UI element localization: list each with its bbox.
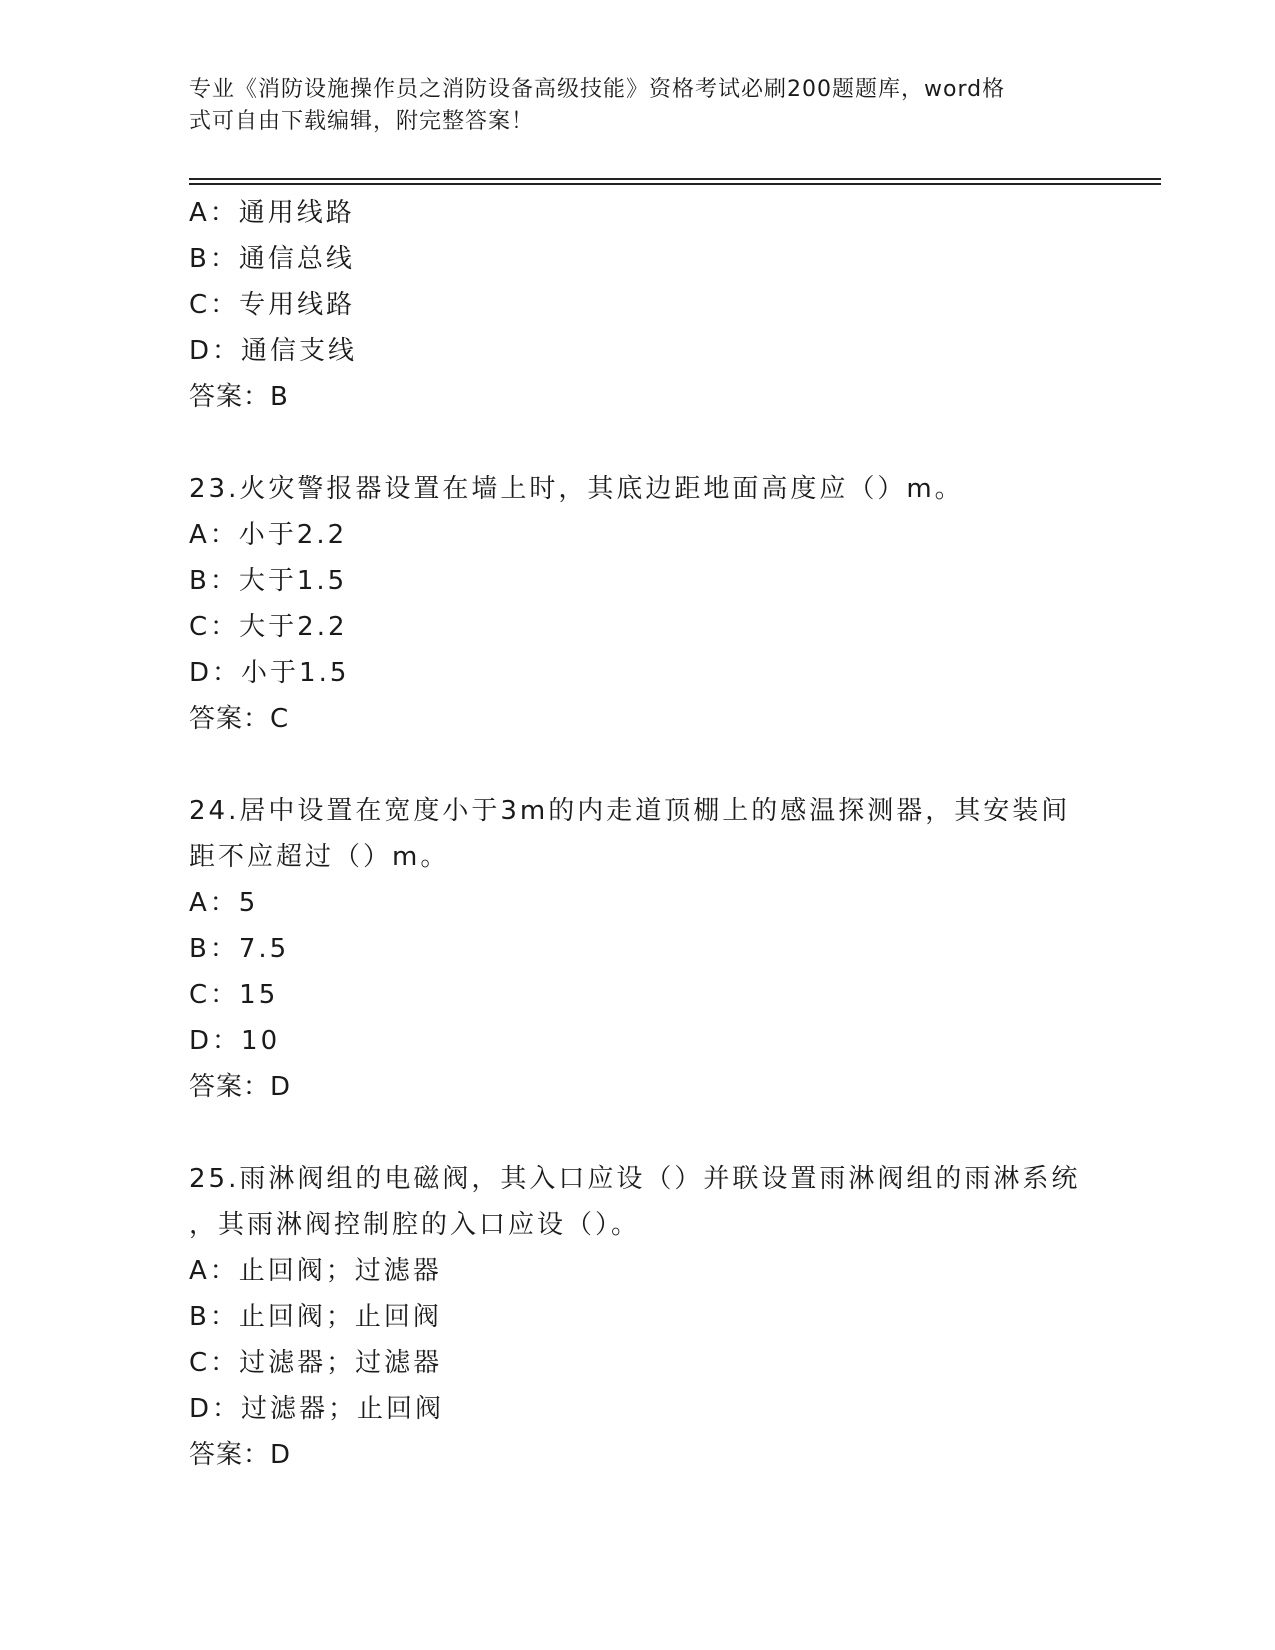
question-stem-line-2: ，其雨淋阀控制腔的入口应设（）。 <box>189 1210 641 1240</box>
option-a: A：小于2.2 <box>189 520 348 550</box>
spacer <box>189 742 1089 788</box>
option-a: A：止回阀；过滤器 <box>189 1256 442 1286</box>
question-stem-line-2: 距不应超过（）m。 <box>189 842 450 872</box>
question-23 <box>189 466 1089 742</box>
option-d: D：过滤器；止回阀 <box>189 1394 445 1424</box>
option-a: A：通用线路 <box>189 198 355 228</box>
header-divider-bottom <box>189 183 1161 185</box>
option-c: C：过滤器；过滤器 <box>189 1348 443 1378</box>
answer-text: 答案：D <box>189 1072 292 1102</box>
option-b: B：通信总线 <box>189 244 355 274</box>
question-list <box>189 190 1089 1478</box>
option-c: C：大于2.2 <box>189 612 348 642</box>
option-d: D：小于1.5 <box>189 658 350 688</box>
header-line-1: 专业《消防设施操作员之消防设备高级技能》资格考试必刷200题题库，word格 <box>189 77 1006 102</box>
option-d: D：通信支线 <box>189 336 358 366</box>
question-25 <box>189 1156 1089 1478</box>
answer-text: 答案：B <box>189 382 289 412</box>
question-stem-line-1: 25.雨淋阀组的电磁阀，其入口应设（）并联设置雨淋阀组的雨淋系统 <box>189 1164 1081 1194</box>
spacer <box>189 1110 1089 1156</box>
option-b: B：止回阀；止回阀 <box>189 1302 442 1332</box>
spacer <box>189 420 1089 466</box>
header-line-2: 式可自由下载编辑，附完整答案！ <box>189 109 535 134</box>
answer-text: 答案：C <box>189 704 290 734</box>
option-b: B：7.5 <box>189 934 290 964</box>
option-b: B：大于1.5 <box>189 566 348 596</box>
answer-text: 答案：D <box>189 1440 292 1470</box>
option-c: C：专用线路 <box>189 290 356 320</box>
question-24 <box>189 788 1089 1110</box>
question-stem: 23.火灾警报器设置在墙上时，其底边距地面高度应（）m。 <box>189 474 964 504</box>
question-stem-line-1: 24.居中设置在宽度小于3m的内走道顶棚上的感温探测器，其安装间 <box>189 796 1071 826</box>
document-header <box>189 74 1069 138</box>
option-a: A：5 <box>189 888 259 918</box>
header-divider-top <box>189 178 1161 180</box>
question-22 <box>189 190 1089 420</box>
option-c: C：15 <box>189 980 279 1010</box>
option-d: D：10 <box>189 1026 281 1056</box>
